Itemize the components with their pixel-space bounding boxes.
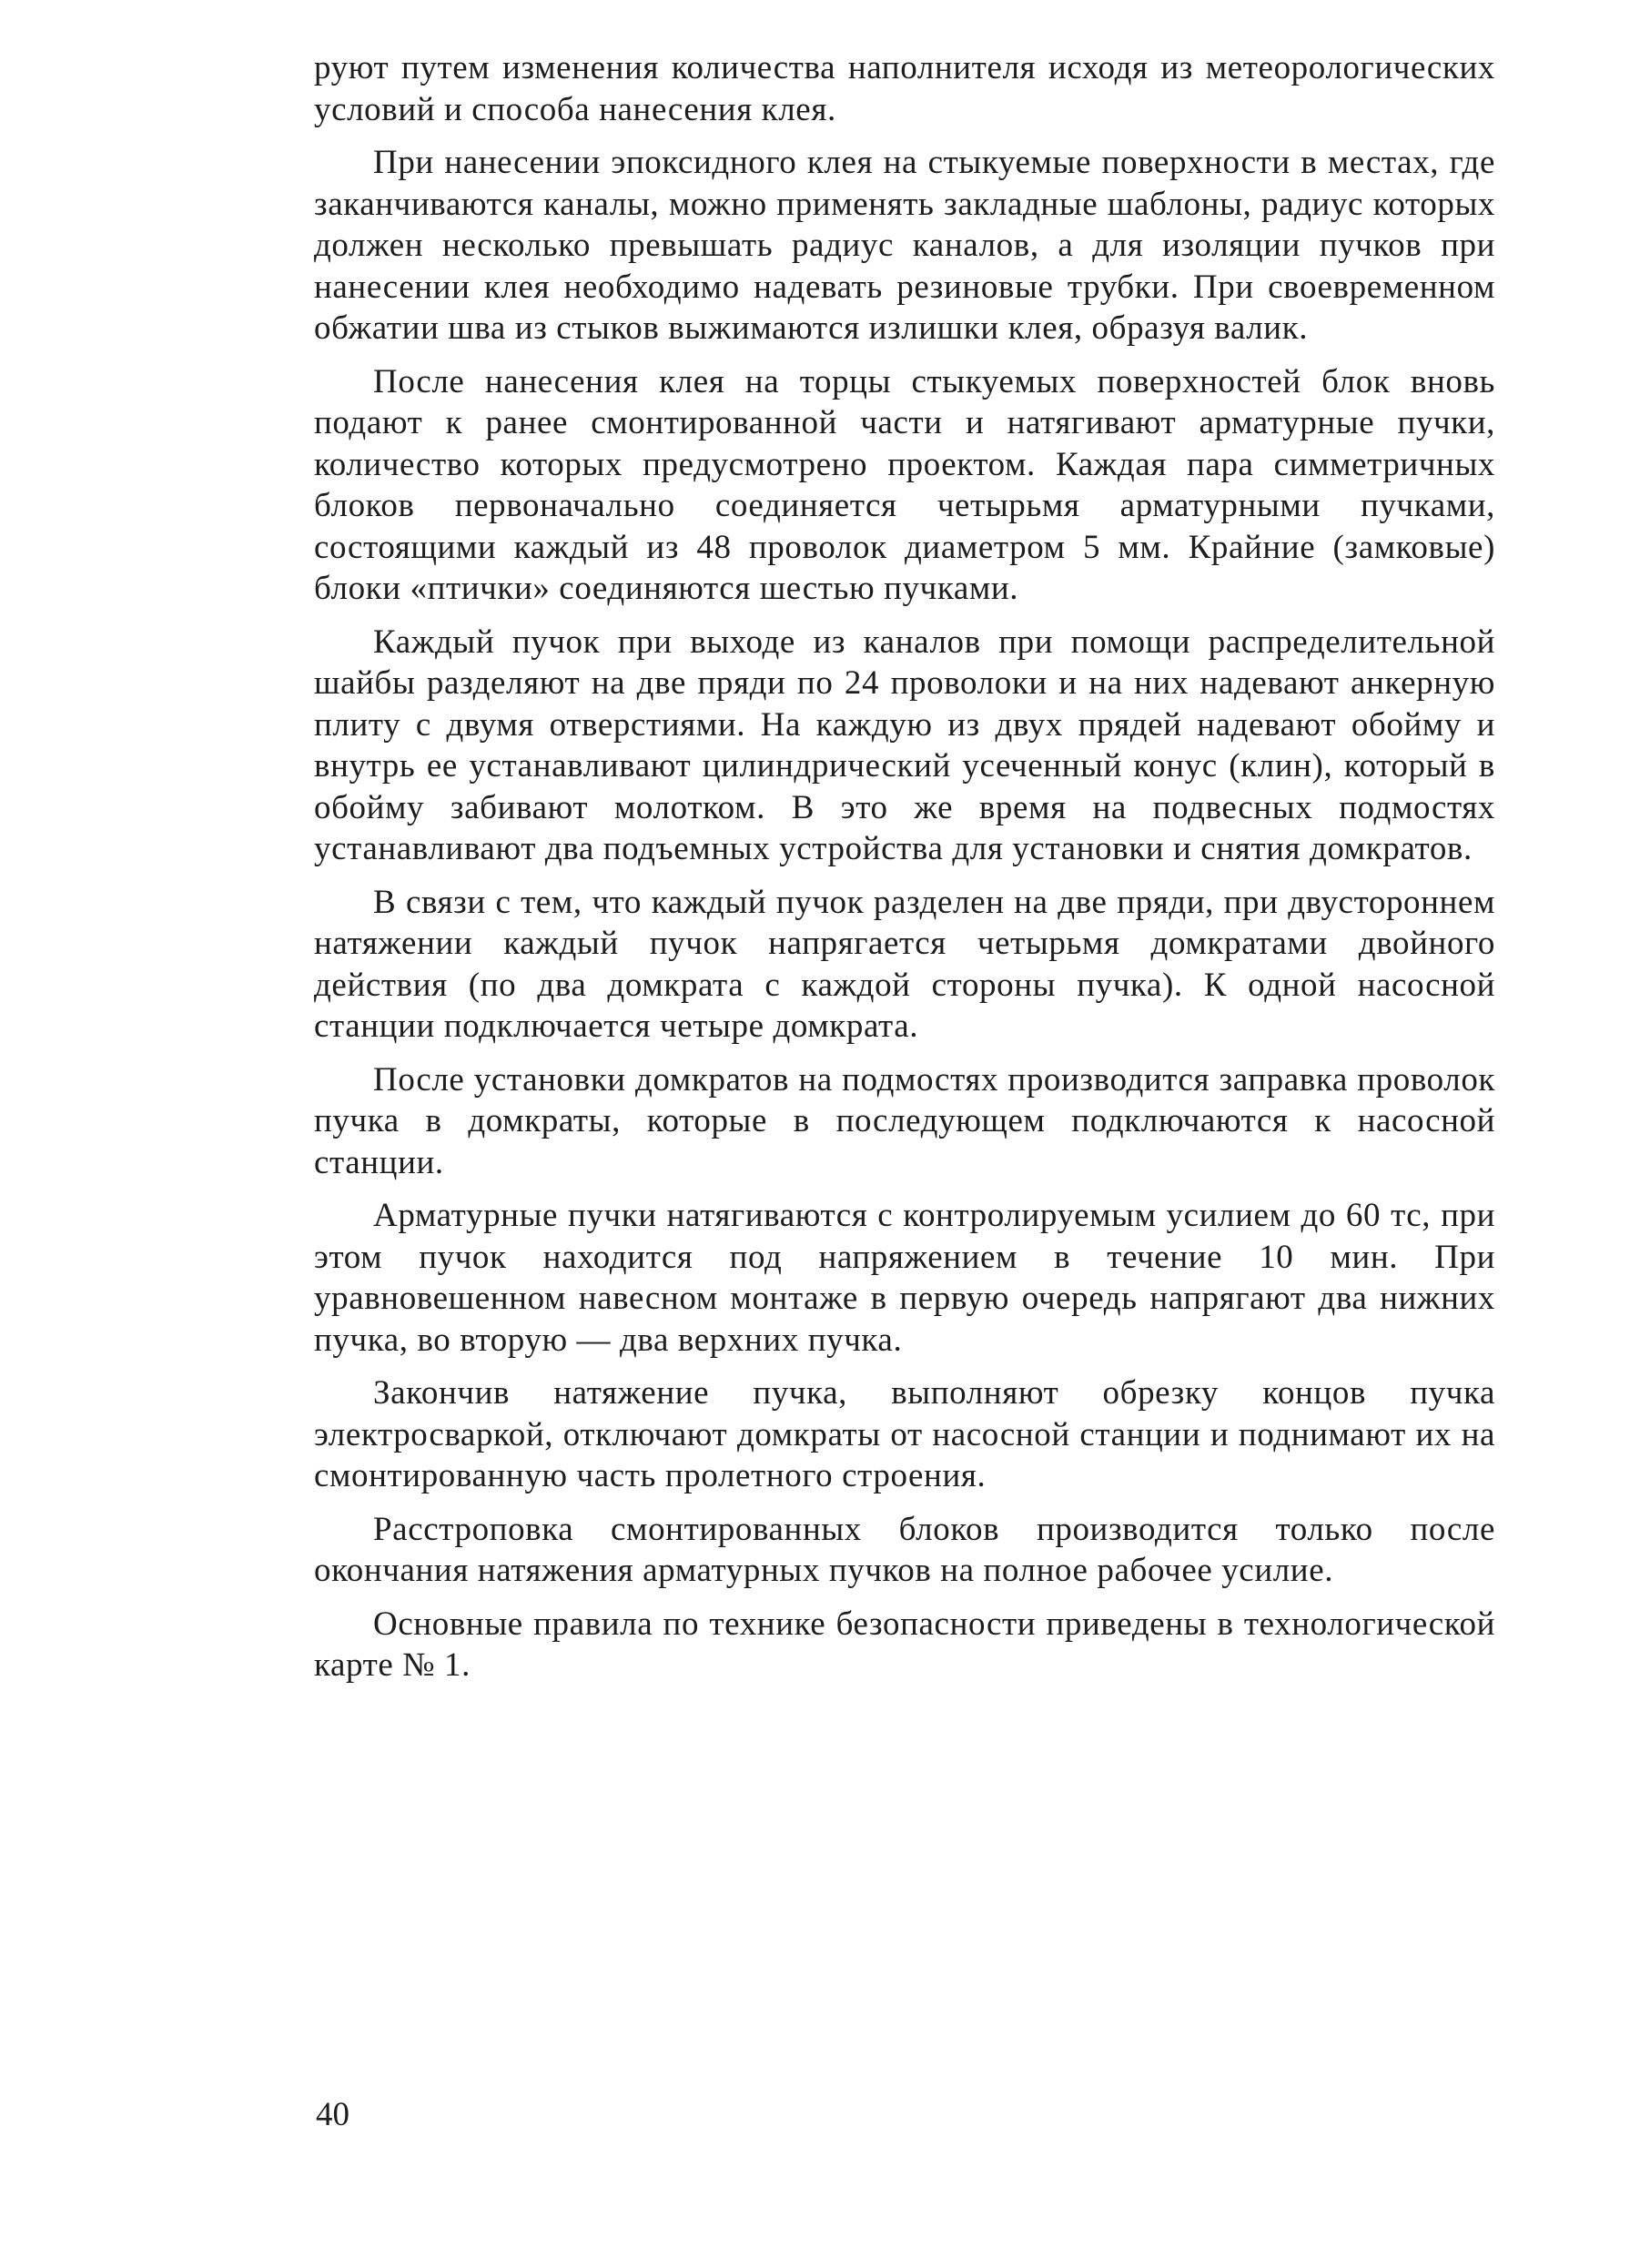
paragraph-4: Каждый пучок при выходе из каналов при помощи распределительной шайбы разделяют на две пряди по 24 проволоки и на них надевают анкерную плиту с двумя отверстиями. На каждую из двух прядей надевают обойму и внутрь ее устанавливают цилиндрический усеченный конус (клин), который в обойму забивают молотком. В это же время на подвесных подмостях устанавливают два подъемных устройства для установки и снятия домкратов. <box>314 623 1495 867</box>
paragraph-10: Основные правила по технике безопасности приведены в технологической карте № 1. <box>314 1605 1495 1684</box>
paragraph-1: руют путем изменения количества наполнителя исходя из метеорологических условий и способа нанесения клея. <box>314 49 1495 128</box>
paragraph-6: После установки домкратов на подмостях производится заправка проволок пучка в домкраты, которые в последующем подключаются к насосной станции. <box>314 1060 1495 1181</box>
paragraph-3: После нанесения клея на торцы стыкуемых поверхностей блок вновь подают к ранее смонтированной части и натягивают арматурные пучки, количество которых предусмотрено проектом. Каждая пара симметричных блоков первоначально соединяется четырьмя арматурными пучками, состоящими каждый из 48 проволок диаметром 5 мм. Крайние (замковые) блоки «птички» соединяются шестью пучками. <box>314 362 1495 607</box>
paragraph-2: При нанесении эпоксидного клея на стыкуемые поверхности в местах, где заканчиваются каналы, можно применять закладные шаблоны, радиус которых должен несколько превышать радиус каналов, а для изоляции пучков при нанесении клея необходимо надевать резиновые трубки. При своевременном обжатии шва из стыков выжимаются излишки клея, образуя валик. <box>314 144 1495 347</box>
paragraph-8: Закончив натяжение пучка, выполняют обрезку концов пучка электросваркой, отключают домкраты от насосной станции и поднимают их на смонтированную часть пролетного строения. <box>314 1374 1495 1494</box>
page-number: 40 <box>316 2096 349 2133</box>
paragraph-9: Расстроповка смонтированных блоков производится только после окончания натяжения арматурных пучков на полное рабочее усилие. <box>314 1510 1495 1589</box>
paragraph-7: Арматурные пучки натягиваются с контролируемым усилием до 60 тс, при этом пучок находится под напряжением в течение 10 мин. При уравновешенном навесном монтаже в первую очередь напрягают два нижних пучка, во вторую — два верхних пучка. <box>314 1197 1495 1359</box>
body-text <box>314 47 1495 1698</box>
paragraph-5: В связи с тем, что каждый пучок разделен на две пряди, при двустороннем натяжении каждый пучок напрягается четырьмя домкратами двойного действия (по два домкрата с каждой стороны пучка). К одной насосной станции подключается четыре домкрата. <box>314 883 1495 1045</box>
